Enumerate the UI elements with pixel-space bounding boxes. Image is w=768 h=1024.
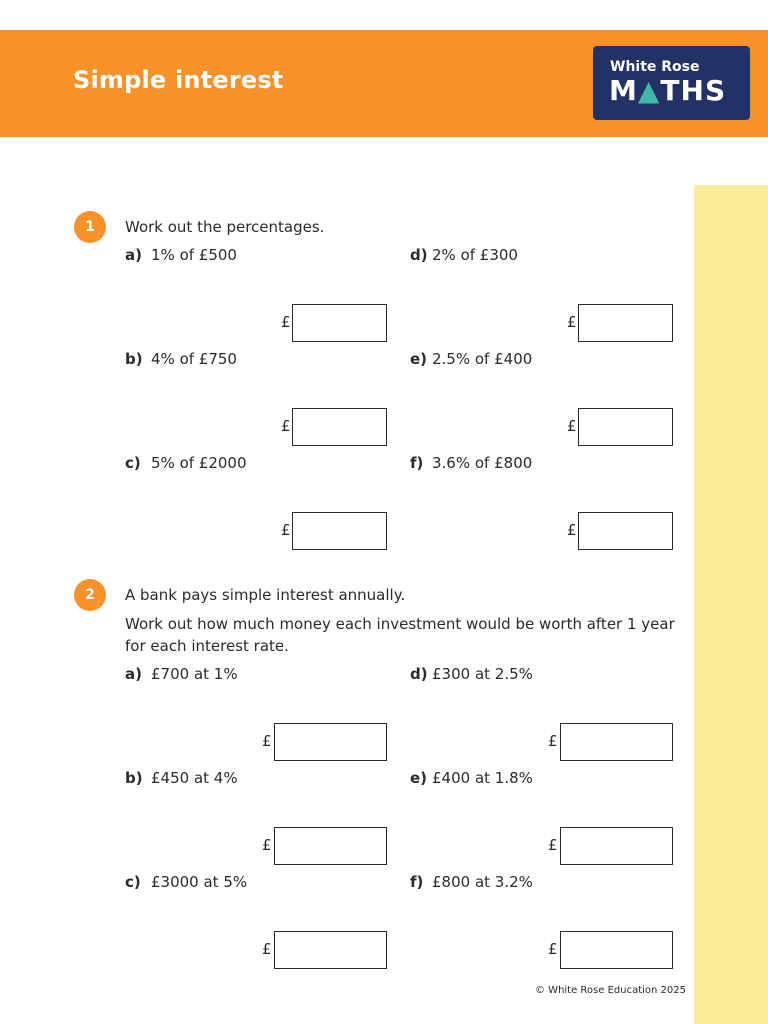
header-banner: [0, 30, 768, 137]
q1-answer-f: £: [567, 512, 673, 550]
q1-part-f: f) 3.6% of £800: [410, 454, 533, 472]
q1-part-c: c) 5% of £2000: [125, 454, 247, 472]
q2-answer-b: £: [262, 827, 387, 865]
q2-part-d: d) £300 at 2.5%: [410, 665, 533, 683]
q1-part-d: d) 2% of £300: [410, 246, 518, 264]
page-title: Simple interest: [73, 66, 284, 94]
answer-box[interactable]: [578, 512, 673, 550]
question-1-number: 1: [74, 211, 106, 243]
q2-part-e: e) £400 at 1.8%: [410, 769, 533, 787]
question-2-prompt-line2: Work out how much money each investment would be worth after 1 year for each interest rate.: [125, 615, 675, 655]
answer-box[interactable]: [578, 304, 673, 342]
q1-answer-e: £: [567, 408, 673, 446]
q1-part-e: e) 2.5% of £400: [410, 350, 533, 368]
question-2-number: 2: [74, 579, 106, 611]
q1-part-a: a) 1% of £500: [125, 246, 237, 264]
q2-part-a: a) £700 at 1%: [125, 665, 238, 683]
q1-answer-a: £: [281, 304, 387, 342]
q1-part-b: b) 4% of £750: [125, 350, 237, 368]
answer-box[interactable]: [292, 304, 387, 342]
question-2-prompt-line1: A bank pays simple interest annually.: [125, 586, 406, 604]
answer-box[interactable]: [274, 723, 387, 761]
copyright-footer: © White Rose Education 2025: [535, 985, 687, 996]
q2-answer-f: £: [548, 931, 673, 969]
q2-part-b: b) £450 at 4%: [125, 769, 238, 787]
q2-answer-d: £: [548, 723, 673, 761]
answer-box[interactable]: [274, 827, 387, 865]
q2-part-f: f) £800 at 3.2%: [410, 873, 533, 891]
answer-box[interactable]: [292, 408, 387, 446]
side-margin-strip: [694, 185, 768, 1024]
q2-answer-a: £: [262, 723, 387, 761]
q1-answer-d: £: [567, 304, 673, 342]
q2-part-c: c) £3000 at 5%: [125, 873, 248, 891]
answer-box[interactable]: [274, 931, 387, 969]
q2-answer-e: £: [548, 827, 673, 865]
answer-box[interactable]: [560, 723, 673, 761]
logo-bottom-text: M▲THS: [609, 74, 727, 107]
answer-box[interactable]: [560, 931, 673, 969]
q2-answer-c: £: [262, 931, 387, 969]
answer-box[interactable]: [560, 827, 673, 865]
white-rose-maths-logo: [593, 46, 750, 120]
question-1-prompt: Work out the percentages.: [125, 218, 325, 236]
logo-top-text: White Rose: [610, 59, 700, 75]
answer-box[interactable]: [292, 512, 387, 550]
q1-answer-b: £: [281, 408, 387, 446]
answer-box[interactable]: [578, 408, 673, 446]
q1-answer-c: £: [281, 512, 387, 550]
logo-triangle-icon: ▲: [637, 74, 661, 107]
